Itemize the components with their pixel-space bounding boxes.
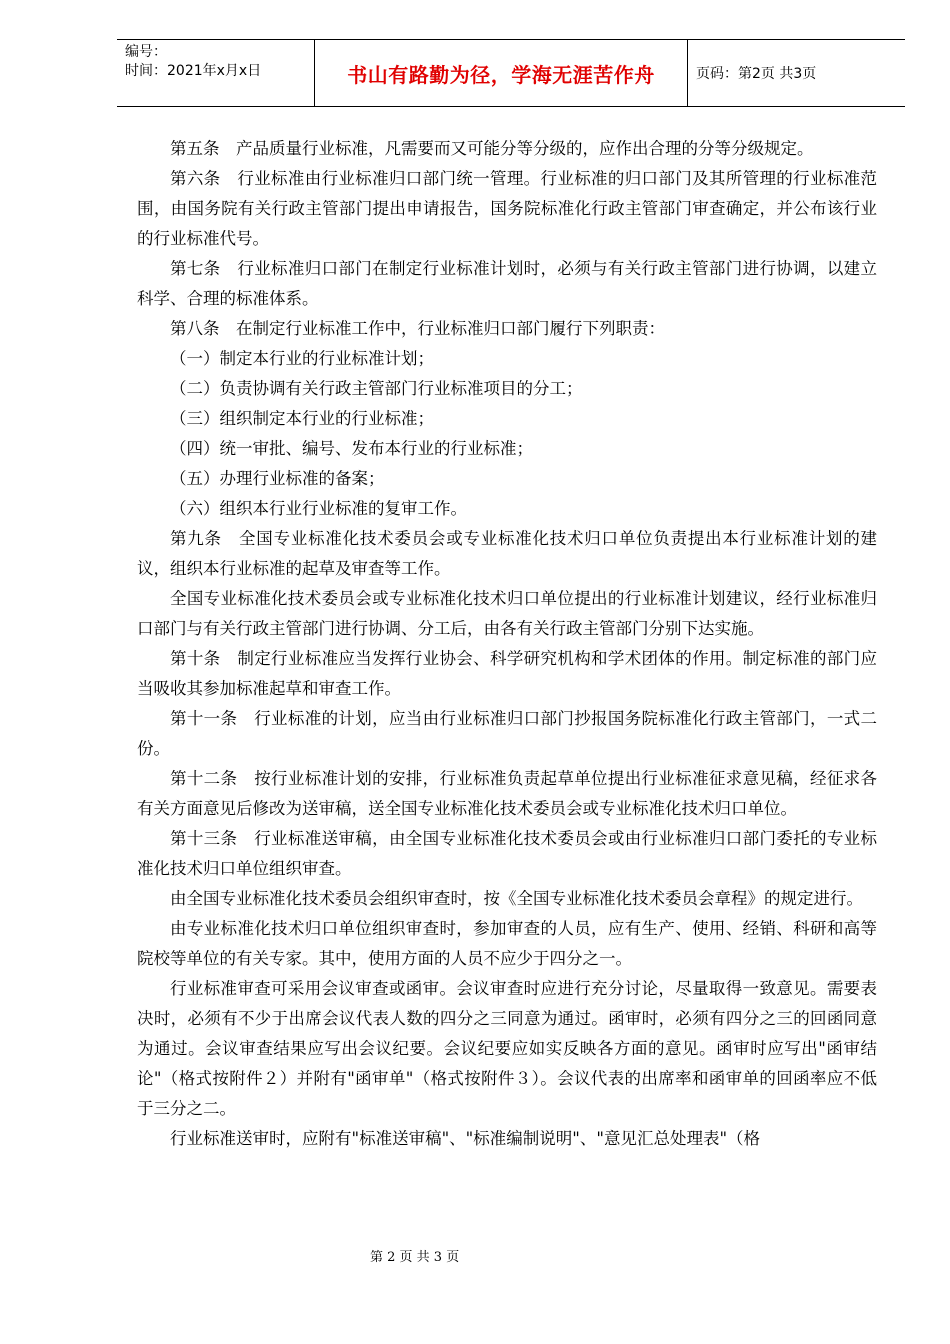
- list-item: （三）组织制定本行业的行业标准；: [170, 409, 434, 428]
- paragraph: 第十条 制定行业标准应当发挥行业协会、科学研究机构和学术团体的作用。制定标准的部门应当吸收其参加标准起草和审查工作。: [137, 649, 877, 698]
- document-body: [137, 134, 877, 1154]
- paragraph: 第八条 在制定行业标准工作中，行业标准归口部门履行下列职责：: [170, 319, 665, 338]
- paragraph: 行业标准审查可采用会议审查或函审。会议审查时应进行充分讨论，尽量取得一致意见。需要表决时，必须有不少于出席会议代表人数的四分之三同意为通过。函审时，必须有四分之三的回函同意为通过。会议审查结果应写出会议纪要。会议纪要应如实反映各方面的意见。函审时应写出"函审结论"（格式按附件２）并附有"函审单"（格式按附件３）。会议代表的出席率和函审单的回函率应不低于三分之二。: [137, 979, 877, 1118]
- paragraph: 第十二条 按行业标准计划的安排，行业标准负责起草单位提出行业标准征求意见稿，经征求各有关方面意见后修改为送审稿，送全国专业标准化技术委员会或专业标准化技术归口单位。: [137, 769, 877, 818]
- list-item: （二）负责协调有关行政主管部门行业标准项目的分工；: [170, 379, 583, 398]
- header-left-cell: [117, 40, 315, 106]
- paragraph: 第十一条 行业标准的计划，应当由行业标准归口部门抄报国务院标准化行政主管部门，一式二份。: [137, 709, 877, 758]
- page-header: [117, 39, 905, 107]
- paragraph: 第九条 全国专业标准化技术委员会或专业标准化技术归口单位负责提出本行业标准计划的建议，组织本行业标准的起草及审查等工作。: [137, 529, 877, 578]
- header-page-label: 页码：第2页 共3页: [696, 66, 817, 82]
- paragraph: 全国专业标准化技术委员会或专业标准化技术归口单位提出的行业标准计划建议，经行业标准归口部门与有关行政主管部门进行协调、分工后，由各有关行政主管部门分别下达实施。: [137, 589, 877, 638]
- list-item: （六）组织本行业行业标准的复审工作。: [170, 499, 467, 518]
- paragraph: 行业标准送审时，应附有"标准送审稿"、"标准编制说明"、"意见汇总处理表"（格: [170, 1129, 761, 1148]
- paragraph: 第七条 行业标准归口部门在制定行业标准计划时，必须与有关行政主管部门进行协调，以建立科学、合理的标准体系。: [137, 259, 877, 308]
- paragraph: 由专业标准化技术归口单位组织审查时，参加审查的人员，应有生产、使用、经销、科研和高等院校等单位的有关专家。其中，使用方面的人员不应少于四分之一。: [137, 919, 877, 968]
- list-item: （五）办理行业标准的备案；: [170, 469, 385, 488]
- paragraph: 由全国专业标准化技术委员会组织审查时，按《全国专业标准化技术委员会章程》的规定进行。: [170, 889, 863, 908]
- header-motto: 书山有路勤为径，学海无涯苦作舟: [315, 40, 688, 106]
- document-number-label: 编号：: [125, 44, 167, 60]
- paragraph: 第六条 行业标准由行业标准归口部门统一管理。行业标准的归口部门及其所管理的行业标准范围，由国务院有关行政主管部门提出申请报告，国务院标准化行政主管部门审查确定，并公布该行业的行业标准代号。: [137, 169, 877, 248]
- list-item: （一）制定本行业的行业标准计划；: [170, 349, 434, 368]
- page-footer: 第 2 页 共 3 页: [370, 1250, 460, 1265]
- paragraph: 第十三条 行业标准送审稿，由全国专业标准化技术委员会或由行业标准归口部门委托的专业标准化技术归口单位组织审查。: [137, 829, 877, 878]
- paragraph: 第五条 产品质量行业标准，凡需要而又可能分等分级的，应作出合理的分等分级规定。: [170, 139, 814, 158]
- list-item: （四）统一审批、编号、发布本行业的行业标准；: [170, 439, 533, 458]
- document-time-label: 时间：2021年x月x日: [125, 63, 262, 79]
